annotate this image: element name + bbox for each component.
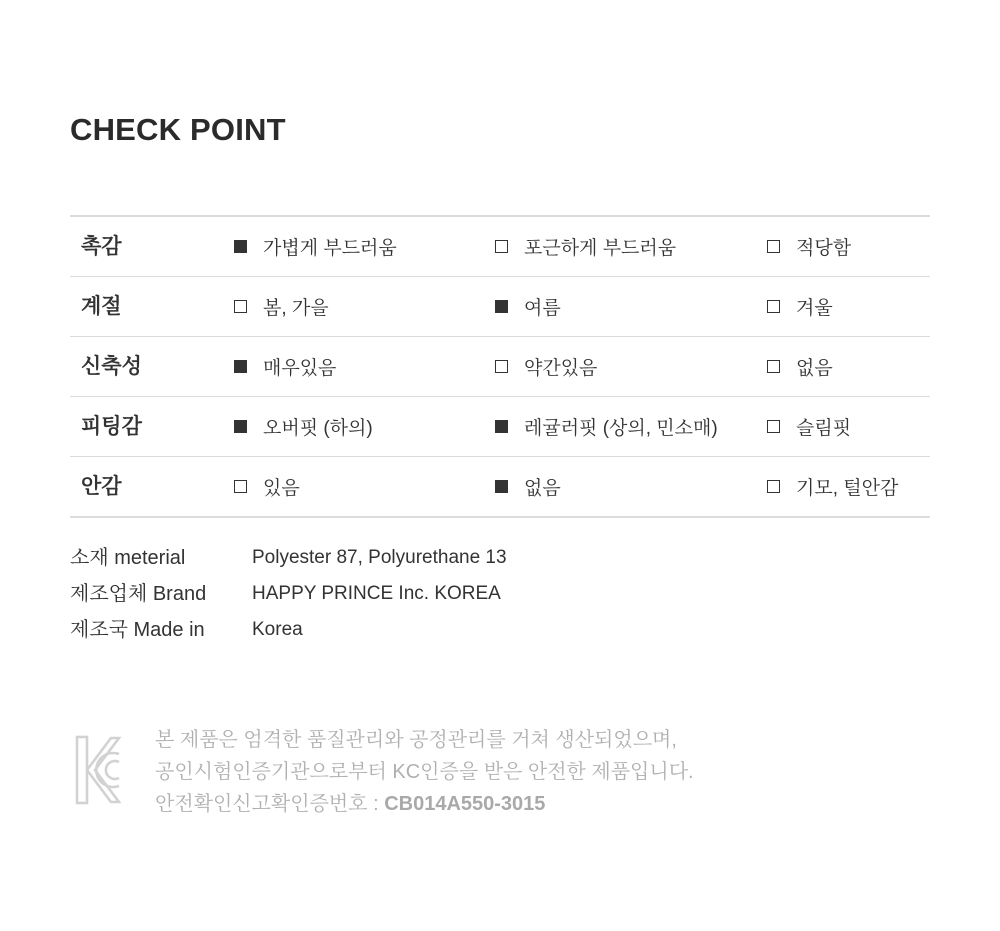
- option-label: 여름: [524, 298, 561, 319]
- table-row: [70, 397, 930, 457]
- certification-number-label: 안전확인신고확인증번호 :: [155, 793, 385, 815]
- option-item: [495, 217, 676, 276]
- table-row: [70, 337, 930, 397]
- option-item: [234, 457, 300, 516]
- checkbox-icon: [234, 240, 247, 253]
- option-item: [767, 397, 851, 456]
- check-point-table: [70, 215, 930, 518]
- spec-value: HAPPY PRINCE Inc. KOREA: [252, 583, 501, 604]
- certification-number-line: [155, 788, 694, 820]
- option-label: 기모, 털안감: [796, 478, 899, 499]
- certification-line: 본 제품은 엄격한 품질관리와 공정관리를 거쳐 생산되었으며,: [155, 729, 677, 751]
- checkbox-icon: [234, 480, 247, 493]
- spec-key: 소재 meterial: [70, 547, 186, 569]
- table-row: [70, 277, 930, 337]
- checkbox-icon: [767, 240, 780, 253]
- checkbox-icon: [234, 420, 247, 433]
- row-label: 피팅감: [81, 415, 142, 438]
- option-item: [767, 457, 898, 516]
- option-item: [234, 397, 373, 456]
- option-item: [234, 337, 336, 396]
- checkbox-icon: [234, 300, 247, 313]
- option-label: 적당함: [796, 238, 852, 259]
- spec-value: Polyester 87, Polyurethane 13: [252, 547, 507, 568]
- option-item: [234, 277, 329, 336]
- option-item: [234, 217, 397, 276]
- certification-number: CB014A550-3015: [384, 793, 546, 815]
- checkbox-icon: [495, 420, 508, 433]
- option-item: [495, 397, 718, 456]
- option-item: [767, 277, 833, 336]
- checkbox-icon: [767, 360, 780, 373]
- kc-mark-icon: [75, 735, 121, 810]
- row-label: 촉감: [81, 235, 122, 258]
- option-label: 겨울: [796, 298, 833, 319]
- option-label: 포근하게 부드러움: [524, 238, 677, 259]
- option-label: 레귤러핏 (상의, 민소매): [524, 418, 718, 439]
- option-item: [495, 457, 561, 516]
- option-item: [767, 217, 851, 276]
- option-label: 매우있음: [263, 358, 337, 379]
- option-label: 약간있음: [524, 358, 598, 379]
- option-item: [767, 337, 833, 396]
- checkbox-icon: [767, 480, 780, 493]
- checkbox-icon: [767, 300, 780, 313]
- checkbox-icon: [495, 360, 508, 373]
- spec-key: 제조국 Made in: [70, 619, 205, 641]
- option-label: 봄, 가을: [263, 298, 329, 319]
- option-item: [495, 277, 561, 336]
- certification-line: 공인시험인증기관으로부터 KC인증을 받은 안전한 제품입니다.: [155, 761, 694, 783]
- page-title: CHECK POINT: [70, 112, 286, 147]
- option-label: 없음: [796, 358, 833, 379]
- checkbox-icon: [495, 300, 508, 313]
- row-label: 안감: [81, 475, 122, 498]
- checkbox-icon: [234, 360, 247, 373]
- option-label: 슬림핏: [796, 418, 852, 439]
- row-label: 신축성: [81, 355, 142, 378]
- option-label: 있음: [263, 478, 300, 499]
- spec-value: Korea: [252, 619, 303, 640]
- certification-text: [155, 724, 694, 820]
- checkbox-icon: [767, 420, 780, 433]
- option-label: 오버핏 (하의): [263, 418, 373, 439]
- checkbox-icon: [495, 480, 508, 493]
- table-row: [70, 457, 930, 518]
- option-label: 없음: [524, 478, 561, 499]
- checkbox-icon: [495, 240, 508, 253]
- spec-key: 제조업체 Brand: [70, 583, 207, 605]
- option-item: [495, 337, 597, 396]
- option-label: 가볍게 부드러움: [263, 238, 397, 259]
- table-row: [70, 217, 930, 277]
- row-label: 계절: [81, 295, 122, 318]
